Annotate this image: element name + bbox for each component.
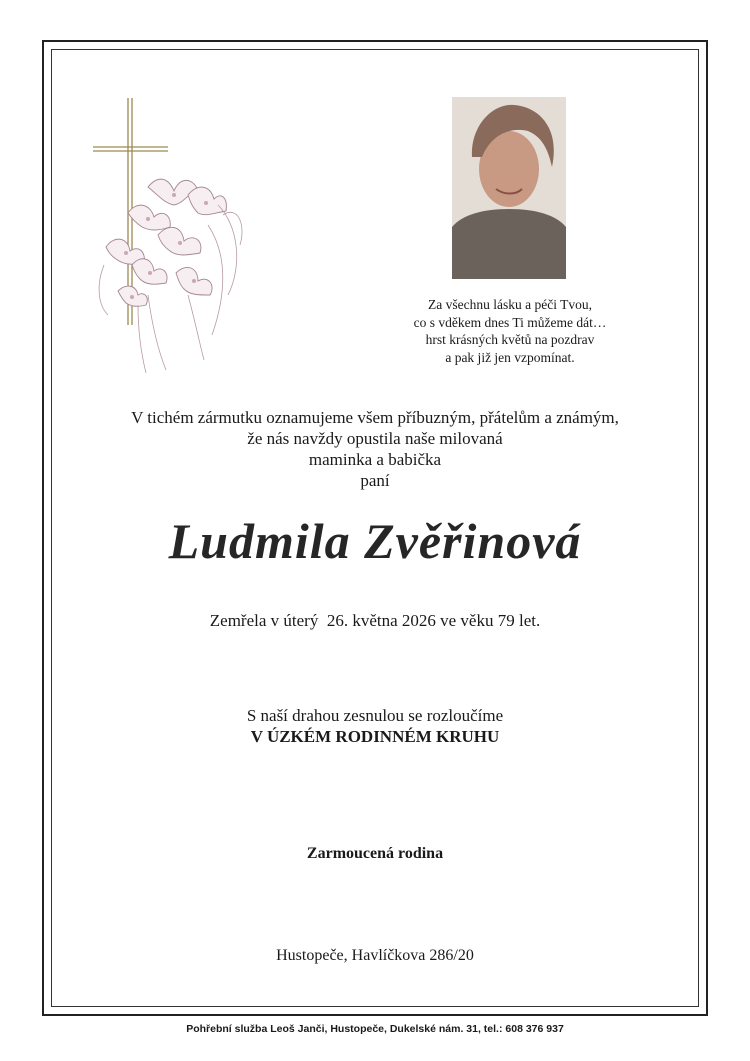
verse-line: Za všechnu lásku a péči Tvou, [428,297,592,312]
footer-phone: 608 376 937 [505,1023,564,1035]
farewell-emphasis: V ÚZKÉM RODINNÉM KRUHU [250,727,500,746]
memorial-verse [380,296,640,366]
verse-line: co s vděkem dnes Ti můžeme dát… [413,314,607,330]
announcement [75,407,675,491]
death-date-line [75,611,675,631]
lily-bouquet-icon [106,179,226,306]
cross-and-lilies-decoration [88,95,248,380]
announcement-line: V tichém zármutku oznamujeme všem příbuzným, přátelům a známým, [131,408,619,427]
death-date-text: Zemřela v úterý 26. května 2026 ve věku 79 let. [209,611,541,630]
footer-text: Pohřební služba Leoš Janči, Hustopeče, Dukelské nám. 31, tel.: [186,1023,506,1035]
announcement-line: paní [360,471,390,490]
funeral-service-footer [40,1023,710,1035]
portrait-photo [452,97,566,279]
farewell-line: S naší drahou zesnulou se rozloučíme [246,706,504,725]
address: Hustopeče, Havlíčkova 286/20 [276,947,474,964]
deceased-name: Ludmila Zvěřinová [168,513,582,569]
verse-line: a pak již jen vzpomínat. [445,349,575,365]
announcement-line: že nás navždy opustila naše milovaná [247,429,503,448]
family-signature: Zarmoucená rodina [306,845,444,862]
farewell-notice [75,705,675,747]
verse-line: hrst krásných květů na pozdrav [425,332,595,347]
announcement-line: maminka a babička [308,450,442,469]
